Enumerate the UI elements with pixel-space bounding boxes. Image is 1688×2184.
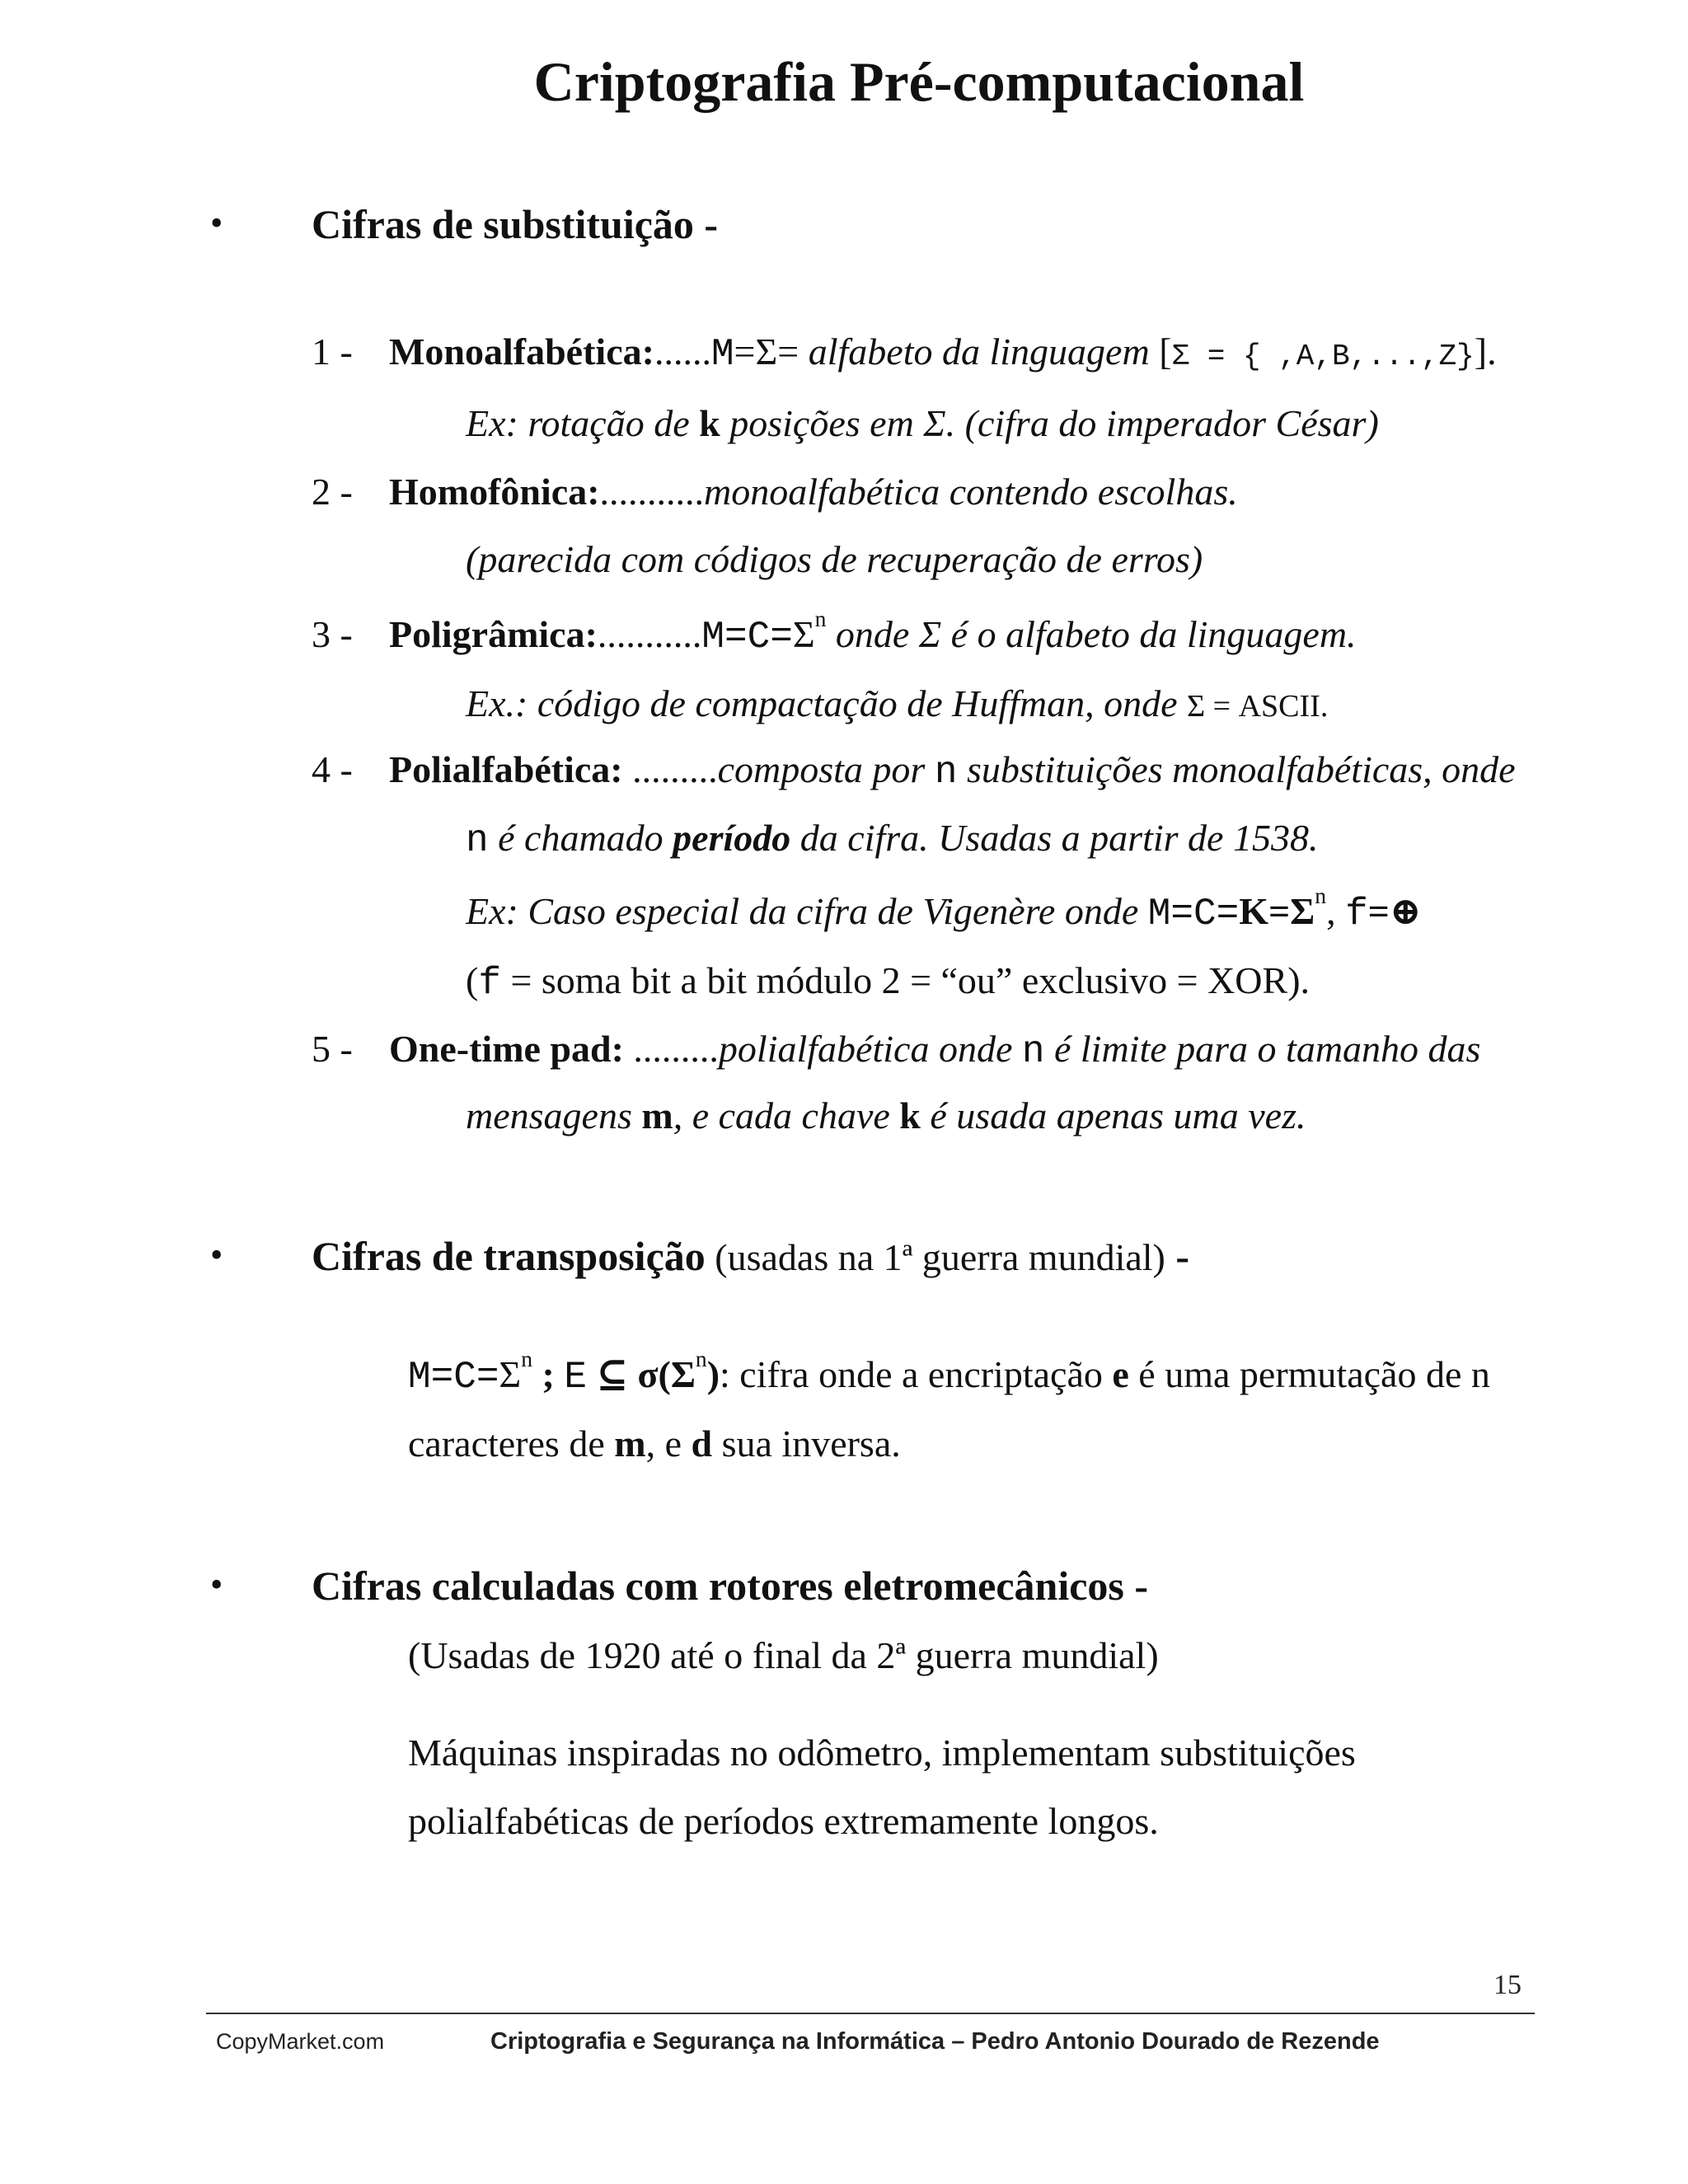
section-heading-substitution: Cifras de substituição - (312, 201, 719, 247)
item-number: 5 - (312, 1028, 353, 1070)
footer-rule (206, 2013, 1535, 2014)
section-heading-rotors: Cifras calculadas com rotores eletromecânicos - (312, 1563, 1149, 1609)
item-note: (parecida com códigos de recuperação de erros) (466, 538, 1203, 580)
item-monoalfabetica: Monoalfabética:......M=Σ= alfabeto da linguagem [Σ = { ,A,B,...,Z}]. (389, 330, 1497, 376)
item-polialfabetica: Polialfabética: .........composta por n substituições monoalfabéticas, onde (389, 748, 1516, 794)
item-number: 3 - (312, 613, 353, 655)
item-example: Ex.: código de compactação de Huffman, onde Σ = ASCII. (466, 682, 1329, 724)
rotors-paragraph-line-1: Máquinas inspiradas no odômetro, implementam substituições (408, 1732, 1356, 1774)
item-one-time-pad: One-time pad: .........polialfabética onde n é limite para o tamanho das (389, 1028, 1481, 1073)
item-homofonica: Homofônica:...........monoalfabética contendo escolhas. (389, 471, 1238, 513)
bullet: • (210, 1564, 223, 1605)
item-number: 1 - (312, 330, 353, 373)
bullet: • (210, 203, 223, 243)
item-number: 2 - (312, 471, 353, 513)
item-example: Ex: rotação de k posições em Σ. (cifra do imperador César) (466, 402, 1379, 444)
section-heading-transposition: Cifras de transposição (usadas na 1ª guerra mundial) - (312, 1233, 1190, 1279)
item-line: mensagens m, e cada chave k é usada apenas uma vez. (466, 1094, 1306, 1137)
rotors-paragraph-line-2: polialfabéticas de períodos extremamente longos. (408, 1800, 1159, 1842)
page-number: 15 (1493, 1970, 1522, 2000)
bullet: • (210, 1235, 223, 1275)
item-example: Ex: Caso especial da cifra de Vigenère onde $M=C=K=\Sigma^n$, f=⊕ (466, 883, 1422, 935)
item-poligramica: $Poligrâmica:...........M=C=\Sigma^n$ onde Σ é o alfabeto da linguagem. (389, 606, 1357, 658)
transposition-line-1: $M=C=\Sigma^n$ ; E ⊆ $\sigma(\Sigma^n)$: cifra onde a encriptação e é uma permutação de n (408, 1346, 1490, 1399)
transposition-line-2: caracteres de m, e d sua inversa. (408, 1422, 901, 1465)
footer-book-title: Criptografia e Segurança na Informática – Pedro Antonio Dourado de Rezende (490, 2028, 1380, 2055)
rotors-note: (Usadas de 1920 até o final da 2ª guerra mundial) (408, 1634, 1159, 1676)
item-number: 4 - (312, 748, 353, 790)
page-title: Criptografia Pré-computacional (533, 50, 1305, 113)
footer-site: CopyMarket.com (216, 2029, 385, 2054)
item-line: n é chamado período da cifra. Usadas a partir de 1538. (466, 817, 1319, 862)
item-line: (f = soma bit a bit módulo 2 = “ou” exclusivo = XOR). (466, 959, 1311, 1005)
